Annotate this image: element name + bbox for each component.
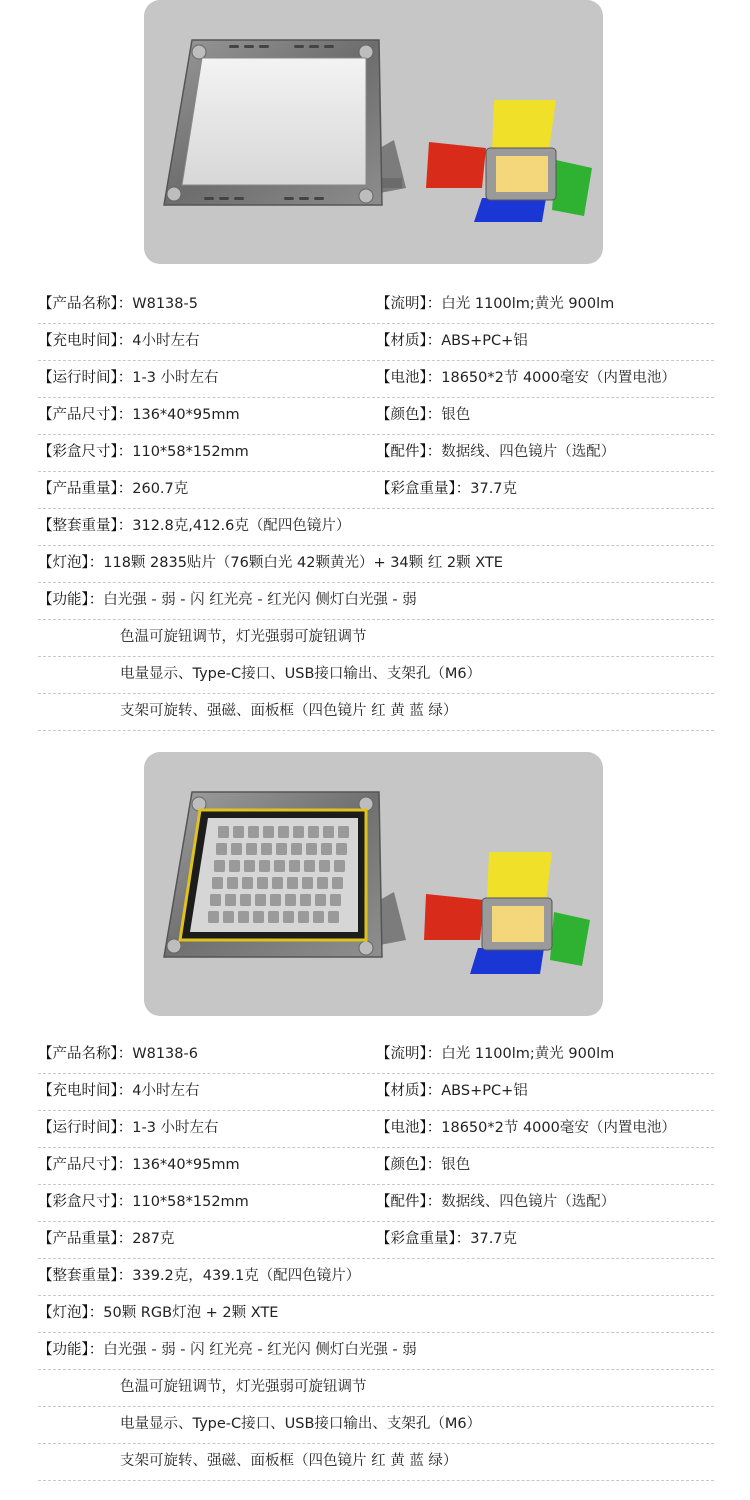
spec-value: 电量显示、Type-C接口、USB接口输出、支架孔（M6） bbox=[120, 666, 482, 682]
spec-value: 数据线、四色镜片（选配） bbox=[441, 444, 616, 460]
spec-label: 【电池】： bbox=[376, 370, 442, 386]
spec-row-function-cont bbox=[38, 657, 714, 694]
led-chip bbox=[227, 877, 238, 889]
led-chip bbox=[231, 843, 242, 855]
led-chip bbox=[246, 843, 257, 855]
spec-label: 【整套重量】： bbox=[38, 518, 133, 534]
led-chip bbox=[240, 894, 251, 906]
spec-table-1 bbox=[38, 287, 714, 731]
spec-label: 【彩盒尺寸】： bbox=[38, 444, 133, 460]
spec-row bbox=[38, 324, 714, 361]
spec-value: 287克 bbox=[132, 1231, 175, 1247]
led-chip bbox=[315, 894, 326, 906]
spec-value: ABS+PC+铝 bbox=[441, 1083, 528, 1099]
spec-label: 【灯泡】： bbox=[38, 555, 104, 571]
led-chip bbox=[244, 860, 255, 872]
spec-row bbox=[38, 361, 714, 398]
led-chip bbox=[302, 877, 313, 889]
floodlight-image bbox=[144, 0, 603, 264]
led-chip bbox=[261, 843, 272, 855]
spec-label: 【配件】： bbox=[376, 1194, 442, 1210]
spec-label: 【灯泡】： bbox=[38, 1305, 104, 1321]
spec-value: 18650*2节 4000毫安（内置电池） bbox=[441, 370, 676, 386]
led-chip bbox=[253, 911, 264, 923]
spec-label: 【彩盒尺寸】： bbox=[38, 1194, 133, 1210]
spec-row bbox=[38, 287, 714, 324]
led-chip bbox=[259, 860, 270, 872]
spec-value: 银色 bbox=[441, 407, 471, 423]
led-chip bbox=[270, 894, 281, 906]
spec-value: 1-3 小时左右 bbox=[132, 1120, 219, 1136]
spec-value: 110*58*152mm bbox=[132, 444, 249, 460]
led-chip bbox=[212, 877, 223, 889]
spec-label: 【整套重量】： bbox=[38, 1268, 133, 1284]
led-chip bbox=[218, 826, 229, 838]
spec-row-function bbox=[38, 583, 714, 620]
led-chip bbox=[268, 911, 279, 923]
led-chip bbox=[283, 911, 294, 923]
spec-value: 136*40*95mm bbox=[132, 407, 240, 423]
spec-label: 【彩盒重量】： bbox=[376, 1231, 471, 1247]
led-chip bbox=[321, 843, 332, 855]
spec-row bbox=[38, 398, 714, 435]
led-chip bbox=[332, 877, 343, 889]
spec-value: 色温可旋钮调节，灯光强弱可旋钮调节 bbox=[120, 1379, 367, 1395]
led-chip bbox=[214, 860, 225, 872]
spec-row bbox=[38, 435, 714, 472]
spec-value: ABS+PC+铝 bbox=[441, 333, 528, 349]
led-chip bbox=[233, 826, 244, 838]
spec-row-function-cont bbox=[38, 1444, 714, 1481]
spec-label: 【颜色】： bbox=[376, 407, 442, 423]
led-chip bbox=[278, 826, 289, 838]
spec-row-set-weight bbox=[38, 1259, 714, 1296]
spec-label: 【充电时间】： bbox=[38, 1083, 133, 1099]
spec-value: 37.7克 bbox=[470, 1231, 518, 1247]
led-chip bbox=[336, 843, 347, 855]
led-chip bbox=[287, 877, 298, 889]
spec-row-function bbox=[38, 1333, 714, 1370]
spec-row-function-cont bbox=[38, 1407, 714, 1444]
led-chip bbox=[298, 911, 309, 923]
spec-value: 37.7克 bbox=[470, 481, 518, 497]
spec-label: 【功能】： bbox=[38, 1342, 104, 1358]
spec-value: 339.2克，439.1克（配四色镜片） bbox=[132, 1268, 361, 1284]
spec-label: 【运行时间】： bbox=[38, 1120, 133, 1136]
spec-value: 白光强 - 弱 - 闪 红光亮 - 红光闪 侧灯白光强 - 弱 bbox=[103, 592, 417, 608]
spec-row bbox=[38, 1111, 714, 1148]
spec-value: 4小时左右 bbox=[132, 1083, 200, 1099]
spec-value: 色温可旋钮调节，灯光强弱可旋钮调节 bbox=[120, 629, 367, 645]
led-chip bbox=[208, 911, 219, 923]
led-chip bbox=[317, 877, 328, 889]
spec-value: 110*58*152mm bbox=[132, 1194, 249, 1210]
spec-label: 【产品尺寸】： bbox=[38, 407, 133, 423]
spec-label: 【充电时间】： bbox=[38, 333, 133, 349]
spec-row bbox=[38, 1185, 714, 1222]
spec-value: 312.8克,412.6克（配四色镜片） bbox=[132, 518, 351, 534]
spec-label: 【运行时间】： bbox=[38, 370, 133, 386]
led-chip bbox=[289, 860, 300, 872]
led-chip bbox=[255, 894, 266, 906]
spec-label: 【材质】： bbox=[376, 333, 442, 349]
led-chip bbox=[334, 860, 345, 872]
led-chip bbox=[293, 826, 304, 838]
spec-label: 【材质】： bbox=[376, 1083, 442, 1099]
led-chip bbox=[223, 911, 234, 923]
led-chip bbox=[306, 843, 317, 855]
spec-label: 【配件】： bbox=[376, 444, 442, 460]
spec-label: 【电池】： bbox=[376, 1120, 442, 1136]
spec-label: 【流明】： bbox=[376, 296, 442, 312]
led-chip bbox=[323, 826, 334, 838]
led-chip bbox=[313, 911, 324, 923]
spec-value: 4小时左右 bbox=[132, 333, 200, 349]
led-chip bbox=[276, 843, 287, 855]
led-chip bbox=[330, 894, 341, 906]
spec-value: 1-3 小时左右 bbox=[132, 370, 219, 386]
led-chip bbox=[210, 894, 221, 906]
spec-value: 电量显示、Type-C接口、USB接口输出、支架孔（M6） bbox=[120, 1416, 482, 1432]
spec-value: 数据线、四色镜片（选配） bbox=[441, 1194, 616, 1210]
spec-value: 118颗 2835贴片（76颗白光 42颗黄光）+ 34颗 红 2颗 XTE bbox=[103, 555, 503, 571]
spec-row-function-cont bbox=[38, 694, 714, 731]
spec-value: 银色 bbox=[441, 1157, 471, 1173]
spec-label: 【颜色】： bbox=[376, 1157, 442, 1173]
spec-label: 【产品名称】： bbox=[38, 296, 133, 312]
led-chip bbox=[300, 894, 311, 906]
led-chip bbox=[304, 860, 315, 872]
spec-label: 【产品重量】： bbox=[38, 1231, 133, 1247]
spec-row bbox=[38, 1074, 714, 1111]
spec-label: 【产品名称】： bbox=[38, 1046, 133, 1062]
led-chip bbox=[291, 843, 302, 855]
led-chip bbox=[328, 911, 339, 923]
led-chip bbox=[248, 826, 259, 838]
spec-value: 50颗 RGB灯泡 + 2颗 XTE bbox=[103, 1305, 279, 1321]
led-chip bbox=[216, 843, 227, 855]
led-chip bbox=[229, 860, 240, 872]
spec-label: 【产品尺寸】： bbox=[38, 1157, 133, 1173]
spec-row-bulb bbox=[38, 546, 714, 583]
spec-value: 260.7克 bbox=[132, 481, 189, 497]
spec-value: 136*40*95mm bbox=[132, 1157, 240, 1173]
led-chip bbox=[308, 826, 319, 838]
spec-row-bulb bbox=[38, 1296, 714, 1333]
led-chip bbox=[242, 877, 253, 889]
spec-row bbox=[38, 1222, 714, 1259]
product-photo-2 bbox=[144, 752, 603, 1016]
spec-value: W8138-5 bbox=[132, 296, 198, 312]
spec-row bbox=[38, 1037, 714, 1074]
led-chip bbox=[225, 894, 236, 906]
floodlight-image bbox=[144, 752, 603, 1016]
spec-row-set-weight bbox=[38, 509, 714, 546]
spec-row bbox=[38, 472, 714, 509]
spec-value: 白光 1100lm;黄光 900lm bbox=[441, 296, 615, 312]
spec-row-function-cont bbox=[38, 620, 714, 657]
spec-label: 【功能】： bbox=[38, 592, 104, 608]
spec-value: 白光强 - 弱 - 闪 红光亮 - 红光闪 侧灯白光强 - 弱 bbox=[103, 1342, 417, 1358]
product-photo-1 bbox=[144, 0, 603, 264]
led-chip bbox=[319, 860, 330, 872]
spec-table-2 bbox=[38, 1037, 714, 1481]
spec-row bbox=[38, 1148, 714, 1185]
spec-value: 支架可旋转、强磁、面板框（四色镜片 红 黄 蓝 绿） bbox=[120, 703, 458, 719]
led-chip bbox=[285, 894, 296, 906]
led-chip bbox=[257, 877, 268, 889]
led-chip bbox=[238, 911, 249, 923]
led-chip bbox=[338, 826, 349, 838]
spec-value: W8138-6 bbox=[132, 1046, 198, 1062]
spec-label: 【流明】： bbox=[376, 1046, 442, 1062]
led-chip bbox=[274, 860, 285, 872]
led-chip bbox=[272, 877, 283, 889]
spec-value: 18650*2节 4000毫安（内置电池） bbox=[441, 1120, 676, 1136]
led-chip bbox=[263, 826, 274, 838]
spec-label: 【产品重量】： bbox=[38, 481, 133, 497]
spec-row-function-cont bbox=[38, 1370, 714, 1407]
spec-label: 【彩盒重量】： bbox=[376, 481, 471, 497]
spec-value: 白光 1100lm;黄光 900lm bbox=[441, 1046, 615, 1062]
spec-value: 支架可旋转、强磁、面板框（四色镜片 红 黄 蓝 绿） bbox=[120, 1453, 458, 1469]
